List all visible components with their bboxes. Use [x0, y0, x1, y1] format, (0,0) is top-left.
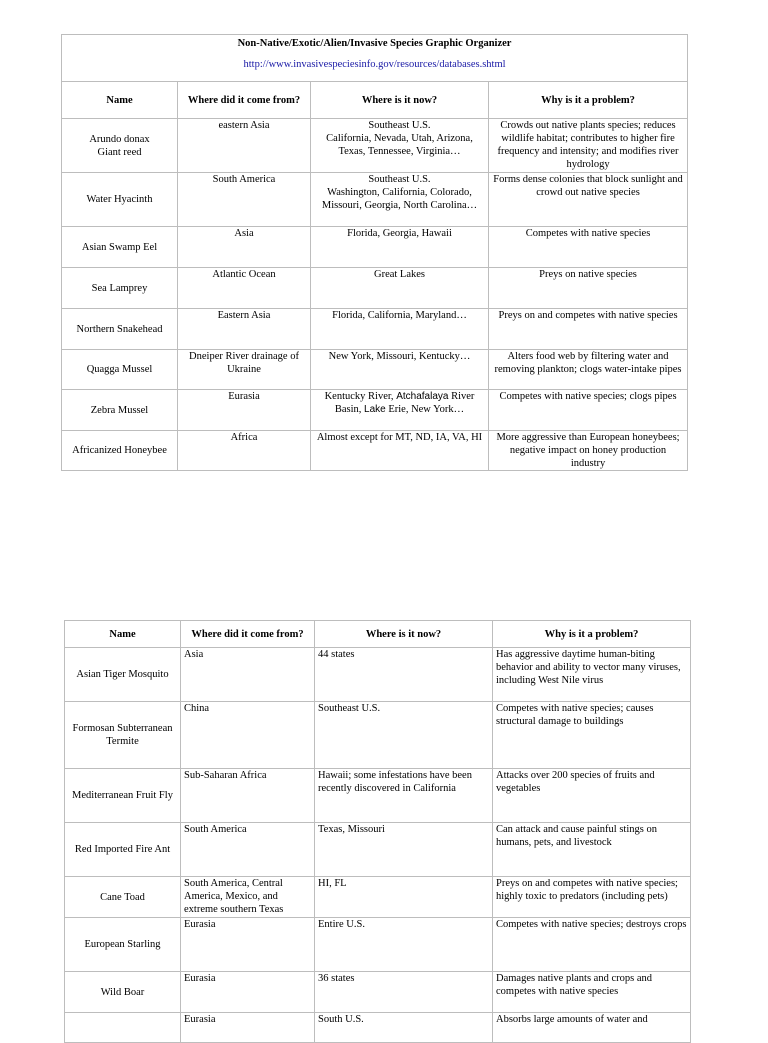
organizer-table-1	[61, 34, 688, 471]
origin-cell: Dneiper River drainage of Ukraine	[178, 350, 311, 390]
species-name: Arundo donax Giant reed	[62, 119, 178, 173]
database-link[interactable]: http://www.invasivespeciesinfo.gov/resources/databases.shtml	[243, 59, 506, 70]
species-name: European Starling	[65, 918, 181, 972]
header-problem: Why is it a problem?	[489, 82, 688, 119]
location-cell: Almost except for MT, ND, IA, VA, HI	[311, 431, 489, 471]
location-part: Atchafalaya	[396, 391, 449, 402]
table-row	[62, 227, 688, 268]
table-row	[62, 350, 688, 390]
location-cell: 44 states	[315, 648, 493, 702]
location-cell: Hawaii; some infestations have been recently discovered in California	[315, 769, 493, 823]
organizer-title: Non-Native/Exotic/Alien/Invasive Species Graphic Organizer	[237, 38, 512, 49]
location-cell: 36 states	[315, 972, 493, 1013]
problem-cell: Preys on and competes with native species	[489, 309, 688, 350]
species-name: Africanized Honeybee	[62, 431, 178, 471]
location-part: Erie, New York…	[385, 404, 465, 415]
origin-cell: China	[181, 702, 315, 769]
location-part: Kentucky River,	[324, 391, 397, 402]
problem-cell: Competes with native species; clogs pipes	[489, 390, 688, 431]
problem-cell: Crowds out native plants species; reduces wildlife habitat; contributes to higher fire frequency and intensity; and modifies river hydrology	[489, 119, 688, 173]
problem-cell: Competes with native species	[489, 227, 688, 268]
table-row	[62, 309, 688, 350]
origin-cell: Atlantic Ocean	[178, 268, 311, 309]
origin-cell: Eurasia	[181, 972, 315, 1013]
organizer-table-2	[64, 620, 691, 1043]
species-name	[65, 1013, 181, 1043]
species-name: Cane Toad	[65, 877, 181, 918]
location-cell: Entire U.S.	[315, 918, 493, 972]
problem-cell: Preys on and competes with native species; highly toxic to predators (including pets)	[493, 877, 691, 918]
table-row	[65, 1013, 691, 1043]
location-cell: Florida, California, Maryland…	[311, 309, 489, 350]
location-cell: South U.S.	[315, 1013, 493, 1043]
table-row	[65, 918, 691, 972]
origin-cell: Asia	[178, 227, 311, 268]
origin-cell: Sub-Saharan Africa	[181, 769, 315, 823]
problem-cell: Attacks over 200 species of fruits and vegetables	[493, 769, 691, 823]
location-cell: HI, FL	[315, 877, 493, 918]
species-name: Sea Lamprey	[62, 268, 178, 309]
location-part: River Basin,	[334, 391, 475, 415]
table-row	[65, 648, 691, 702]
table-row	[65, 972, 691, 1013]
table-row	[62, 431, 688, 471]
species-name: Formosan Subterranean Termite	[65, 702, 181, 769]
problem-cell: Preys on native species	[489, 268, 688, 309]
table-row	[65, 769, 691, 823]
origin-cell: South America	[181, 823, 315, 877]
table-row	[62, 173, 688, 227]
table-row	[62, 268, 688, 309]
location-cell: Florida, Georgia, Hawaii	[311, 227, 489, 268]
location-cell: Great Lakes	[311, 268, 489, 309]
species-name: Wild Boar	[65, 972, 181, 1013]
table-row	[65, 823, 691, 877]
location-cell: New York, Missouri, Kentucky…	[311, 350, 489, 390]
location-cell: Southeast U.S. Washington, California, Colorado, Missouri, Georgia, North Carolina…	[311, 173, 489, 227]
origin-cell: Eastern Asia	[178, 309, 311, 350]
origin-cell: eastern Asia	[178, 119, 311, 173]
problem-cell: Has aggressive daytime human-biting behavior and ability to vector many viruses, including West Nile virus	[493, 648, 691, 702]
header-from: Where did it come from?	[178, 82, 311, 119]
species-name: Water Hyacinth	[62, 173, 178, 227]
location-part: Lake	[364, 404, 386, 415]
header-from: Where did it come from?	[181, 621, 315, 648]
header-now: Where is it now?	[311, 82, 489, 119]
problem-cell: Competes with native species; causes structural damage to buildings	[493, 702, 691, 769]
problem-cell: Can attack and cause painful stings on humans, pets, and livestock	[493, 823, 691, 877]
origin-cell: Asia	[181, 648, 315, 702]
header-name: Name	[65, 621, 181, 648]
species-name: Zebra Mussel	[62, 390, 178, 431]
species-name: Red Imported Fire Ant	[65, 823, 181, 877]
header-problem: Why is it a problem?	[493, 621, 691, 648]
origin-cell: Africa	[178, 431, 311, 471]
origin-cell: South America, Central America, Mexico, and extreme southern Texas	[181, 877, 315, 918]
problem-cell: Competes with native species; destroys crops	[493, 918, 691, 972]
table-row	[62, 119, 688, 173]
header-name: Name	[62, 82, 178, 119]
species-name: Mediterranean Fruit Fly	[65, 769, 181, 823]
table-row	[65, 702, 691, 769]
table-row	[65, 877, 691, 918]
origin-cell: Eurasia	[181, 918, 315, 972]
location-cell	[311, 390, 489, 431]
species-name: Northern Snakehead	[62, 309, 178, 350]
origin-cell: Eurasia	[181, 1013, 315, 1043]
species-name: Asian Tiger Mosquito	[65, 648, 181, 702]
species-name: Asian Swamp Eel	[62, 227, 178, 268]
origin-cell: South America	[178, 173, 311, 227]
problem-cell: More aggressive than European honeybees; negative impact on honey production industry	[489, 431, 688, 471]
problem-cell: Absorbs large amounts of water and	[493, 1013, 691, 1043]
origin-cell: Eurasia	[178, 390, 311, 431]
location-cell: Southeast U.S.	[315, 702, 493, 769]
problem-cell: Alters food web by filtering water and removing plankton; clogs water-intake pipes	[489, 350, 688, 390]
table-row	[62, 390, 688, 431]
problem-cell: Forms dense colonies that block sunlight and crowd out native species	[489, 173, 688, 227]
header-now: Where is it now?	[315, 621, 493, 648]
species-name: Quagga Mussel	[62, 350, 178, 390]
location-cell: Southeast U.S. California, Nevada, Utah, Arizona, Texas, Tennessee, Virginia…	[311, 119, 489, 173]
location-cell: Texas, Missouri	[315, 823, 493, 877]
problem-cell: Damages native plants and crops and competes with native species	[493, 972, 691, 1013]
organizer-header	[62, 35, 688, 82]
